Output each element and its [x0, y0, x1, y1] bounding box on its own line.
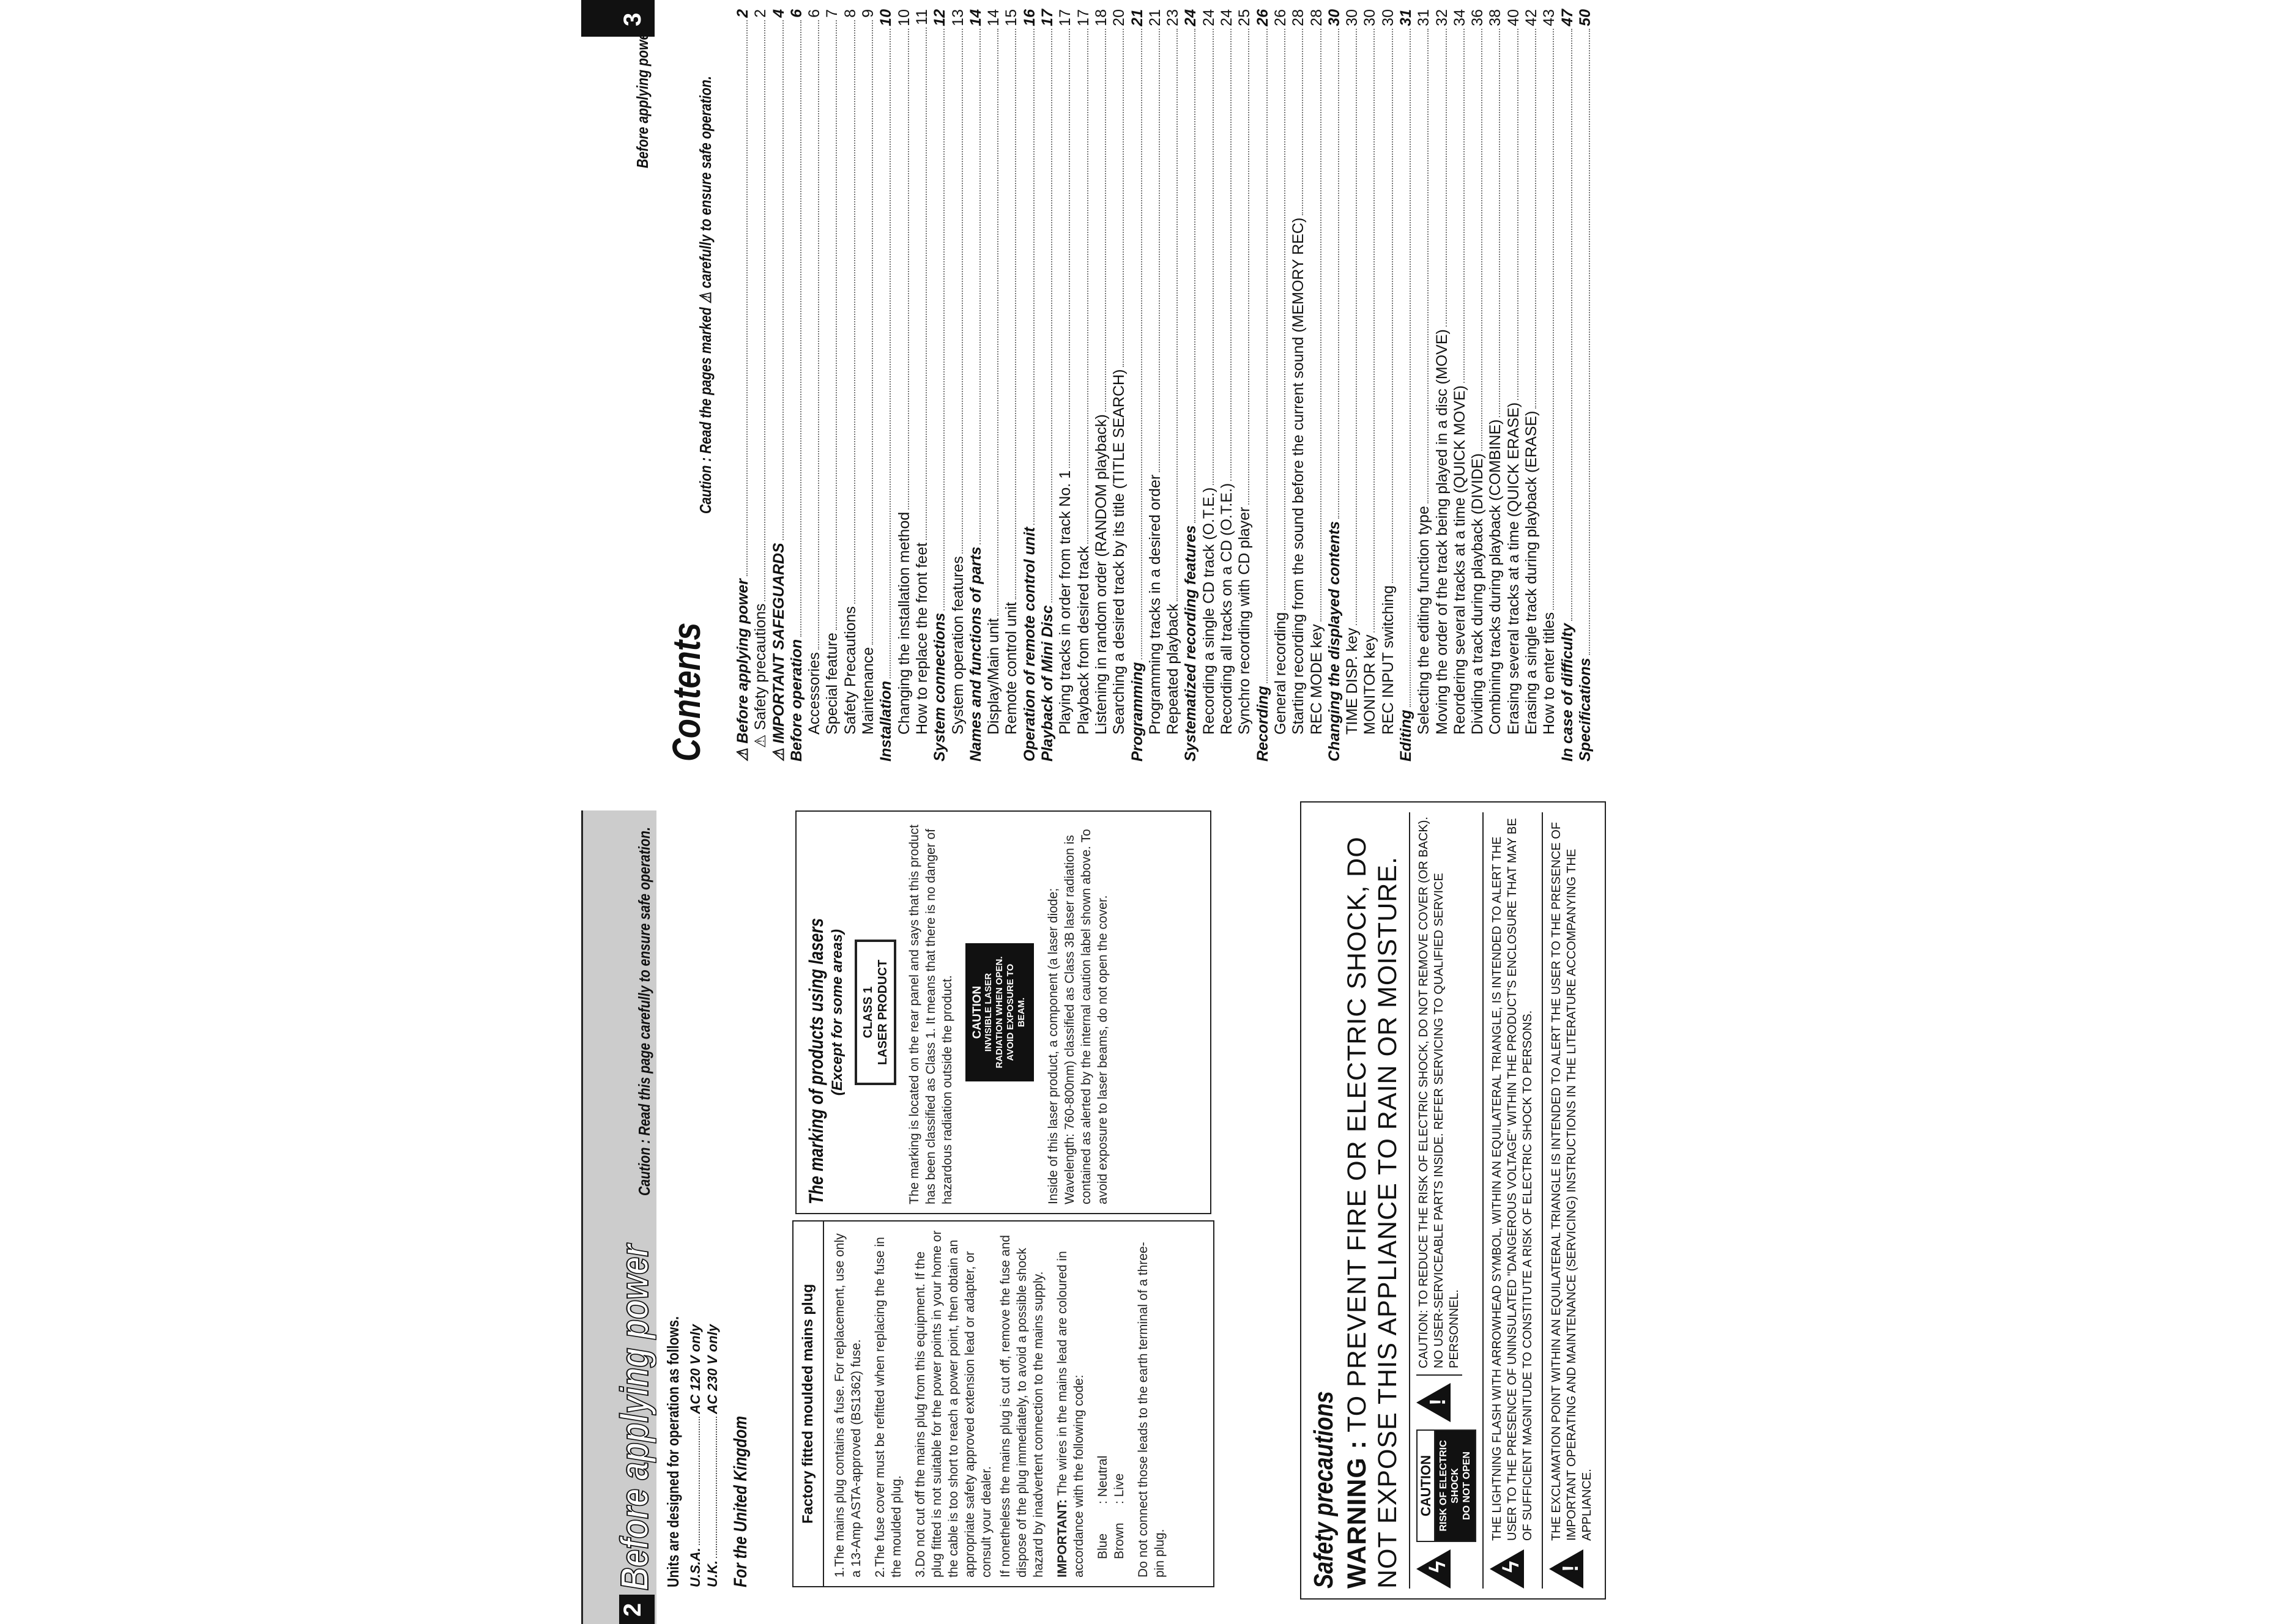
toc-entry[interactable] — [1164, 9, 1182, 762]
toc-entry-title: Editing — [1397, 710, 1414, 762]
toc-leader-dots — [1517, 29, 1518, 400]
contents-title: Contents — [664, 622, 708, 762]
important-note — [1054, 1230, 1087, 1578]
toc-entry-page: 24 — [1200, 9, 1217, 26]
toc-entry[interactable] — [1110, 9, 1128, 762]
toc-leader-dots — [1410, 29, 1411, 707]
toc-entry[interactable] — [1021, 9, 1039, 762]
toc-leader-dots — [1392, 29, 1393, 583]
toc-leader-dots — [1087, 29, 1088, 544]
toc-entry-title: TIME DISP. key — [1343, 628, 1361, 735]
toc-entry-title: Safety Precautions — [841, 606, 859, 735]
toc-entry[interactable] — [1487, 9, 1504, 762]
toc-entry-title: Repeated playback — [1164, 603, 1182, 735]
important-text: The wires in the mains lead are coloured in accordance with the following code: — [1055, 1251, 1086, 1578]
toc-entry-title: Playback from desired track — [1074, 546, 1092, 735]
unit-voltage: AC 120 V only — [688, 1324, 703, 1414]
plug-item-1: 1.The mains plug contains a fuse. For replacement, use only a 13-Amp ASTA-approved (BS1362) fuse. — [833, 1233, 863, 1578]
shock-label-line: DO NOT OPEN — [1462, 1452, 1472, 1521]
toc-entry-page: 16 — [1020, 9, 1038, 26]
unit-region: U.S.A. — [688, 1548, 703, 1587]
laser-box-title: The marking of products using lasers — [805, 918, 827, 1204]
toc-entry-title: Searching a desired track by its title (TITLE SEARCH) — [1110, 369, 1128, 735]
toc-entry[interactable] — [1415, 9, 1433, 762]
toc-entry-page: 28 — [1290, 9, 1307, 26]
laser-box-subtitle: (Except for some areas) — [829, 929, 845, 1096]
page3-page-number: 3 — [619, 12, 646, 26]
toc-entry-page: 40 — [1504, 9, 1522, 26]
toc-leader-dots — [1194, 29, 1195, 523]
toc-leader-dots — [979, 29, 981, 544]
table-of-contents — [734, 9, 1594, 762]
toc-leader-dots — [1499, 29, 1500, 417]
toc-entry-title: ⚠ Before applying power — [734, 579, 751, 762]
caution-line: AVOID EXPOSURE TO — [1005, 963, 1016, 1061]
toc-entry-title: Playing tracks in order from track No. 1 — [1057, 470, 1074, 735]
toc-entry-page: 30 — [1343, 9, 1361, 26]
toc-entry-page: 43 — [1540, 9, 1558, 26]
toc-entry-title: Systematized recording features — [1182, 525, 1200, 762]
toc-leader-dots — [890, 29, 891, 678]
toc-entry[interactable] — [770, 9, 788, 762]
shock-label-line: RISK OF ELECTRIC SHOCK — [1438, 1440, 1460, 1532]
toc-entry[interactable] — [1146, 9, 1164, 762]
toc-leader-dots — [1302, 29, 1303, 215]
toc-entry-page: 11 — [913, 9, 931, 25]
toc-entry-page: 47 — [1558, 9, 1576, 26]
toc-entry-title: How to replace the front feet — [913, 542, 931, 735]
toc-entry-page: 50 — [1576, 9, 1594, 26]
toc-leader-dots — [1266, 29, 1268, 684]
exclamation-row — [1542, 812, 1595, 1589]
toc-leader-dots — [1535, 29, 1536, 409]
toc-leader-dots — [1589, 29, 1590, 656]
toc-entry[interactable] — [1380, 9, 1397, 762]
toc-leader-dots — [800, 20, 801, 637]
contents-caution-line: Caution : Read the pages marked ⚠ carefully to ensure safe operation. — [696, 76, 715, 514]
laser-caution-label — [965, 943, 1034, 1081]
toc-leader-dots — [1159, 29, 1160, 472]
wire-color: Blue — [1096, 1533, 1110, 1559]
plug-item-3: 3.Do not cut off the mains plug from this equipment. If the plug fitted is not suitable for the power points in your home or the cable is too short to reach a power point, then obtain an appropriate safety approved extension lead or adapter, or consult your dealer. — [913, 1230, 994, 1578]
toc-entry-title: Display/Main unit — [985, 618, 1003, 735]
toc-entry-title: Synchro recording with CD player — [1236, 506, 1254, 735]
toc-leader-dots — [1373, 29, 1375, 632]
toc-entry[interactable] — [1469, 9, 1487, 762]
toc-entry-title: Recording all tracks on a CD (O.T.E.) — [1218, 483, 1236, 735]
toc-entry-page: 14 — [967, 9, 984, 26]
toc-entry-page: 17 — [1039, 9, 1057, 26]
toc-entry-title: Changing the displayed contents — [1325, 521, 1343, 762]
toc-entry[interactable] — [788, 9, 806, 762]
toc-entry-page: 36 — [1469, 9, 1487, 26]
toc-entry-page: 10 — [895, 9, 913, 26]
lightning-triangle-icon: ϟ — [1490, 1549, 1524, 1589]
toc-entry-page: 31 — [1415, 9, 1433, 26]
toc-entry[interactable] — [1254, 9, 1272, 762]
toc-entry-page: 26 — [1271, 9, 1289, 26]
important-label: IMPORTANT: — [1055, 1499, 1069, 1578]
toc-entry-title: Dividing a track during playback (DIVIDE) — [1469, 453, 1487, 735]
toc-entry[interactable] — [1093, 9, 1110, 762]
toc-leader-dots — [1123, 29, 1124, 367]
toc-entry[interactable] — [860, 9, 877, 762]
toc-leader-dots — [1176, 29, 1178, 601]
laser-marking-box — [795, 810, 1211, 1214]
page2-page-number: 2 — [619, 1603, 646, 1617]
units-heading: Units are designed for operation as follows. — [664, 1316, 682, 1587]
toc-entry[interactable] — [752, 9, 770, 762]
wire-color: Brown — [1112, 1522, 1126, 1559]
wire-meaning: : Live — [1112, 1473, 1126, 1504]
toc-leader-dots — [962, 29, 963, 554]
toc-leader-dots — [872, 20, 873, 645]
unit-region: U.K. — [705, 1560, 720, 1587]
toc-entry-title: Combining tracks during playback (COMBINE) — [1487, 419, 1504, 735]
toc-leader-dots — [1427, 29, 1429, 503]
toc-entry-title: Changing the installation method — [895, 511, 913, 735]
toc-entry-title: REC MODE key — [1307, 624, 1325, 735]
toc-leader-dots — [764, 20, 765, 601]
toc-entry-page: 17 — [1074, 9, 1092, 26]
toc-entry-title: Remote control unit — [1003, 602, 1020, 735]
toc-leader-dots — [1284, 29, 1285, 610]
toc-entry-title: Programming — [1128, 662, 1146, 762]
toc-entry-page: 21 — [1146, 9, 1164, 26]
toc-entry-title: Reordering several tracks at a time (QUICK MOVE) — [1451, 385, 1468, 735]
toc-entry[interactable] — [1003, 9, 1020, 762]
toc-entry-title: System operation features — [949, 556, 967, 735]
toc-leader-dots — [1446, 29, 1447, 327]
toc-leader-dots — [1051, 29, 1052, 603]
toc-entry-title: REC INPUT switching — [1379, 585, 1397, 735]
toc-entry-page: 25 — [1236, 9, 1254, 26]
toc-entry-page: 30 — [1325, 9, 1343, 26]
toc-entry-page: 10 — [877, 9, 895, 26]
toc-entry-page: 24 — [1218, 9, 1236, 26]
safety-heading: Safety precautions — [1309, 1391, 1339, 1589]
toc-entry-title: Before operation — [787, 639, 805, 762]
toc-entry[interactable] — [1523, 9, 1540, 762]
shock-caution-text: CAUTION: TO REDUCE THE RISK OF ELECTRIC SHOCK, DO NOT REMOVE COVER (OR BACK). NO USER-SERVICEABLE PARTS INSIDE. REFER SERVICING TO QUALIFIED SERVICE PERSONNEL. — [1416, 812, 1462, 1376]
toc-entry[interactable] — [950, 9, 967, 762]
toc-leader-dots — [1069, 29, 1070, 468]
toc-leader-dots — [1356, 29, 1357, 626]
toc-entry[interactable] — [1540, 9, 1558, 762]
toc-entry[interactable] — [1182, 9, 1200, 762]
units-block — [664, 1196, 751, 1587]
warning-text: TO PREVENT FIRE OR ELECTRIC SHOCK, DO NOT EXPOSE THIS APPLIANCE TO RAIN OR MOISTURE. — [1342, 836, 1402, 1589]
plug-item-2: 2.The fuse cover must be refitted when replacing the fuse in the moulded plug. — [873, 1237, 904, 1578]
toc-entry-page: 6 — [806, 9, 823, 18]
toc-entry-title: Starting recording from the sound before the current sound (MEMORY REC) — [1290, 217, 1307, 735]
caution-line: BEAM. — [1016, 997, 1027, 1028]
toc-entry-title: Programming tracks in a desired order — [1146, 474, 1164, 735]
lightning-text: THE LIGHTNING FLASH WITH ARROWHEAD SYMBOL, WITHIN AN EQUILATERAL TRIANGLE, IS INTENDED TO ALERT THE USER TO THE PRESENCE OF UNINSULATED "DANGEROUS VOLTAGE" WITHIN THE PRODUCT'S ENCLOSURE THAT MAY BE OF SUFFICIENT MAGNITUDE TO CONSTITUTE A RISK OF ELECTRIC SHOCK TO PERSONS. — [1490, 818, 1534, 1541]
shock-label-line: CAUTION — [1418, 1431, 1435, 1541]
toc-entry-page: 31 — [1397, 9, 1414, 26]
toc-entry-title: Erasing a single track during playback (ERASE) — [1523, 410, 1540, 735]
toc-entry[interactable] — [896, 9, 913, 762]
lightning-triangle-icon: ϟ — [1416, 1549, 1451, 1589]
laser-inside-text: Inside of this laser product, a component (a laser diode; Wavelength: 760-800nm) classified as Class 3B laser radiation is contained as alerted by the internal caution label shown above. To avoid exposure to laser beams, do not open the cover. — [1046, 829, 1110, 1204]
toc-entry-page: 32 — [1433, 9, 1451, 26]
toc-leader-dots — [1571, 29, 1572, 621]
toc-entry[interactable] — [1343, 9, 1361, 762]
toc-entry[interactable] — [1236, 9, 1254, 762]
toc-entry[interactable] — [877, 9, 895, 762]
toc-leader-dots — [1481, 29, 1482, 451]
toc-entry-page: 7 — [823, 9, 841, 18]
toc-entry-page: 20 — [1110, 9, 1128, 26]
unit-row-usa — [688, 1324, 704, 1587]
toc-leader-dots — [1463, 29, 1465, 383]
toc-entry[interactable] — [1577, 9, 1594, 762]
exclamation-triangle-icon: ! — [1416, 1383, 1451, 1422]
toc-entry-title: System connections — [931, 612, 949, 762]
toc-entry[interactable] — [734, 9, 752, 762]
toc-entry-title: How to enter titles — [1540, 612, 1558, 735]
toc-entry[interactable] — [1057, 9, 1074, 762]
toc-entry-title: Moving the order of the track being played in a disc (MOVE) — [1433, 329, 1451, 735]
toc-entry-title: Listening in random order (RANDOM playback) — [1092, 414, 1110, 735]
toc-entry-page: 21 — [1128, 9, 1146, 26]
toc-entry-page: 17 — [1057, 9, 1074, 26]
toc-leader-dots — [1320, 29, 1321, 622]
toc-entry[interactable] — [1326, 9, 1343, 762]
exclamation-triangle-icon: ! — [1549, 1549, 1583, 1589]
toc-leader-dots — [1338, 29, 1339, 519]
toc-entry-title: Installation — [877, 681, 895, 762]
class1-label — [855, 940, 896, 1085]
toc-entry-title: Operation of remote control unit — [1020, 527, 1038, 762]
toc-leader-dots — [1033, 29, 1035, 525]
toc-entry[interactable] — [931, 9, 949, 762]
exclamation-text: THE EXCLAMATION POINT WITHIN AN EQUILATERAL TRIANGLE IS INTENDED TO ALERT THE USER TO THE PRESENCE OF IMPORTANT OPERATING AND MAINTENANCE (SERVICING) INSTRUCTIONS IN THE LITERATURE ACCOMPANYING THE APPLIANCE. — [1550, 821, 1594, 1541]
toc-entry[interactable] — [806, 9, 823, 762]
toc-entry[interactable] — [842, 9, 860, 762]
page3-header-title: Before applying power — [633, 28, 652, 168]
wire-meaning: : Neutral — [1096, 1455, 1110, 1504]
uk-heading: For the United Kingdom — [730, 1415, 751, 1587]
toc-leader-dots — [908, 29, 909, 510]
toc-entry[interactable] — [1505, 9, 1523, 762]
warning-label: WARNING : — [1342, 1439, 1372, 1589]
page2-header-title: Before applying power — [612, 1244, 656, 1590]
warning-line — [1342, 812, 1403, 1589]
toc-entry-title: Recording a single CD track (O.T.E.) — [1200, 487, 1217, 735]
toc-entry-page: 13 — [949, 9, 967, 26]
toc-leader-dots — [782, 20, 784, 540]
class1-line: CLASS 1 — [861, 986, 875, 1039]
toc-leader-dots — [926, 28, 927, 540]
toc-leader-dots — [854, 20, 855, 604]
toc-entry-page: 2 — [734, 9, 751, 18]
toc-entry-title: Specifications — [1576, 658, 1594, 762]
shock-label — [1416, 1429, 1476, 1542]
toc-entry-page: 15 — [1003, 9, 1020, 26]
toc-entry-title: Maintenance — [860, 647, 877, 735]
toc-leader-dots — [997, 29, 998, 616]
caution-line: INVISIBLE LASER — [983, 973, 994, 1052]
toc-entry[interactable] — [985, 9, 1003, 762]
toc-entry-page: 42 — [1523, 9, 1540, 26]
toc-entry-page: 34 — [1451, 9, 1468, 26]
toc-entry[interactable] — [1397, 9, 1415, 762]
toc-entry-page: 12 — [931, 9, 949, 26]
safety-precautions-box — [1300, 801, 1606, 1600]
toc-entry[interactable] — [1433, 9, 1451, 762]
toc-entry[interactable] — [1308, 9, 1326, 762]
toc-leader-dots — [1553, 29, 1554, 610]
shock-row — [1409, 812, 1476, 1589]
toc-entry[interactable] — [823, 9, 841, 762]
laser-marking-text: The marking is located on the rear panel and says that this product has been classified as Class 1. It means that there is no danger of hazardous radiation outside the product. — [907, 824, 954, 1204]
caution-line: CAUTION — [971, 985, 984, 1039]
toc-entry-title: General recording — [1271, 612, 1289, 735]
toc-leader-dots — [1230, 29, 1232, 481]
toc-entry[interactable] — [913, 9, 931, 762]
caution-line: RADIATION WHEN OPEN. — [994, 956, 1005, 1069]
toc-entry[interactable] — [1559, 9, 1577, 762]
toc-entry[interactable] — [1290, 9, 1307, 762]
toc-entry[interactable] — [1272, 9, 1290, 762]
toc-entry-page: 6 — [787, 9, 805, 18]
class1-line: LASER PRODUCT — [876, 959, 890, 1066]
toc-leader-dots — [1141, 29, 1142, 660]
toc-entry-title: MONITOR key — [1361, 634, 1379, 735]
toc-entry-title: Selecting the editing function type — [1415, 506, 1433, 735]
toc-entry-page: 8 — [841, 9, 859, 18]
toc-entry-title: Erasing several tracks at a time (QUICK ERASE) — [1504, 402, 1522, 735]
mains-plug-box — [792, 1220, 1214, 1587]
toc-entry-page: 26 — [1254, 9, 1271, 26]
toc-entry[interactable] — [1451, 9, 1469, 762]
toc-leader-dots — [746, 20, 748, 576]
toc-entry-page: 18 — [1092, 9, 1110, 26]
toc-entry-page: 38 — [1487, 9, 1504, 26]
toc-entry-page: 28 — [1307, 9, 1325, 26]
toc-entry-title: Names and functions of parts — [967, 546, 984, 762]
plug-box-title: Factory fitted moulded mains plug — [793, 1222, 824, 1586]
toc-leader-dots — [1248, 29, 1249, 505]
toc-leader-dots — [943, 29, 945, 610]
toc-entry-page: 24 — [1182, 9, 1200, 26]
toc-entry[interactable] — [1039, 9, 1057, 762]
toc-entry-title: ⚠ Safety precautions — [752, 603, 770, 748]
toc-entry-title: Recording — [1254, 686, 1271, 762]
wire-code-blue — [1094, 1230, 1111, 1578]
toc-entry-title: In case of difficulty — [1558, 623, 1576, 762]
toc-entry-page: 4 — [770, 9, 787, 18]
toc-entry[interactable] — [1361, 9, 1379, 762]
toc-entry-page: 2 — [752, 9, 770, 18]
toc-entry-page: 14 — [985, 9, 1003, 26]
toc-entry-title: ⚠ IMPORTANT SAFEGUARDS — [770, 543, 787, 762]
wire-code-brown — [1111, 1230, 1128, 1578]
toc-entry-page: 9 — [860, 9, 877, 18]
toc-entry[interactable] — [1075, 9, 1093, 762]
toc-entry-title: Playback of Mini Disc — [1039, 605, 1057, 762]
toc-entry-page: 30 — [1379, 9, 1397, 26]
unit-row-uk — [705, 1324, 721, 1587]
toc-entry[interactable] — [967, 9, 985, 762]
earth-note: Do not connect those leads to the earth terminal of a three-pin plug. — [1136, 1242, 1167, 1578]
lightning-row — [1482, 812, 1536, 1589]
toc-leader-dots — [1105, 29, 1106, 412]
toc-leader-dots — [1015, 29, 1016, 599]
page2-header-caution: Caution : Read this page carefully to ensure safe operation. — [635, 826, 653, 1196]
toc-entry[interactable] — [1129, 9, 1146, 762]
toc-leader-dots — [836, 20, 837, 630]
toc-entry-title: Accessories — [806, 652, 823, 735]
toc-entry-title: Special feature — [823, 632, 841, 735]
toc-leader-dots — [818, 20, 819, 650]
toc-leader-dots — [1213, 29, 1214, 485]
toc-entry[interactable] — [1200, 9, 1218, 762]
plug-item-3b: If nonetheless the mains plug is cut off, remove the fuse and dispose of the plug immediately, to avoid a possible shock hazard by inadvertent connection to the mains supply. — [998, 1235, 1046, 1578]
toc-entry[interactable] — [1218, 9, 1236, 762]
unit-voltage: AC 230 V only — [705, 1324, 720, 1414]
toc-entry-page: 30 — [1361, 9, 1379, 26]
toc-entry-page: 23 — [1164, 9, 1182, 26]
